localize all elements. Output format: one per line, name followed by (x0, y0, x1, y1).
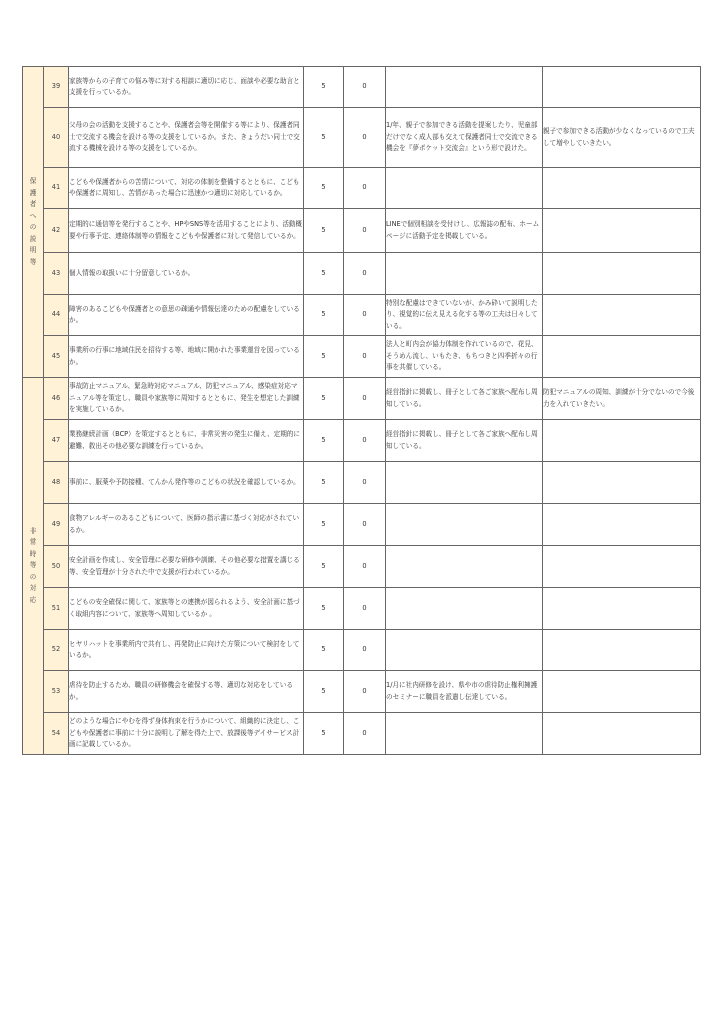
improvement-note: 防犯マニュアルの周知、訓練が十分でないので今後力を入れていきたい。 (543, 378, 701, 420)
no-count: 0 (344, 209, 386, 253)
question-text: ヒヤリハットを事業所内で共有し、再発防止に向けた方策について検討をしているか。 (69, 630, 304, 671)
item-number: 42 (44, 209, 69, 253)
staff-note: 特別な配慮はできていないが、かみ砕いて説明したり、視覚的に伝え見える化する等の工夫は日々している。 (386, 295, 543, 336)
staff-note: 経営指針に掲載し、冊子として各ご家族へ配布し周知している。 (386, 420, 543, 462)
yes-count: 5 (304, 67, 344, 108)
item-number: 51 (44, 588, 69, 630)
item-number: 44 (44, 295, 69, 336)
table-row (23, 462, 701, 504)
yes-count: 5 (304, 588, 344, 630)
question-text: 虐待を防止するため、職員の研修機会を確保する等、適切な対応をしているか。 (69, 671, 304, 713)
section-label-text: 非常時等の対応 (29, 526, 37, 604)
section-label (23, 378, 44, 755)
no-count: 0 (344, 504, 386, 546)
table-row (23, 546, 701, 588)
yes-count: 5 (304, 378, 344, 420)
item-number: 41 (44, 168, 69, 209)
staff-note: 1/月に社内研修を設け、県や市の虐待防止権利擁護のセミナーに職員を派遣し伝達している。 (386, 671, 543, 713)
improvement-note (543, 168, 701, 209)
item-number: 54 (44, 713, 69, 755)
table-row (23, 209, 701, 253)
yes-count: 5 (304, 336, 344, 378)
item-number: 49 (44, 504, 69, 546)
no-count: 0 (344, 295, 386, 336)
item-number: 52 (44, 630, 69, 671)
staff-note (386, 67, 543, 108)
improvement-note (543, 630, 701, 671)
improvement-note (543, 504, 701, 546)
staff-note (386, 588, 543, 630)
no-count: 0 (344, 378, 386, 420)
evaluation-table (22, 66, 701, 755)
staff-note (386, 462, 543, 504)
no-count: 0 (344, 108, 386, 168)
question-text: 障害のあるこどもや保護者との意思の疎通や情報伝達のための配慮をしているか。 (69, 295, 304, 336)
no-count: 0 (344, 588, 386, 630)
no-count: 0 (344, 546, 386, 588)
section-label-text: 保護者への説明等 (29, 177, 37, 266)
improvement-note (543, 67, 701, 108)
improvement-note: 親子で参加できる活動が少なくなっているので工夫して増やしていきたい。 (543, 108, 701, 168)
improvement-note (543, 462, 701, 504)
question-text: 父母の会の活動を支援することや、保護者会等を開催する等により、保護者同士で交流する機会を設ける等の支援をしているか。また、きょうだい同士で交流する機械を設ける等の支援をしているか。 (69, 108, 304, 168)
staff-note: 1/年、親子で参加できる活動を提案したり、児童部だけでなく成人部も交えて保護者同士で交流できる機会を『夢ポケット交流会』という形で設けた。 (386, 108, 543, 168)
section-label (23, 67, 44, 378)
staff-note (386, 504, 543, 546)
staff-note: LINEで個別相談を受付けし、広報誌の配布、ホームページに活動予定を掲載している。 (386, 209, 543, 253)
item-number: 46 (44, 378, 69, 420)
yes-count: 5 (304, 209, 344, 253)
yes-count: 5 (304, 504, 344, 546)
question-text: こどもの安全確保に関して、家族等との連携が図られるよう、安全計画に基づく取組内容について、家族等へ周知しているか 。 (69, 588, 304, 630)
item-number: 53 (44, 671, 69, 713)
staff-note (386, 168, 543, 209)
table-row (23, 168, 701, 209)
table-row (23, 108, 701, 168)
question-text: 家族等からの子育ての悩み等に対する相談に適切に応じ、面談や必要な助言と支援を行っているか。 (69, 67, 304, 108)
no-count: 0 (344, 630, 386, 671)
yes-count: 5 (304, 168, 344, 209)
yes-count: 5 (304, 546, 344, 588)
improvement-note (543, 713, 701, 755)
staff-note (386, 253, 543, 295)
item-number: 39 (44, 67, 69, 108)
question-text: こどもや保護者からの苦情について、対応の体制を整備するとともに、こどもや保護者に周知し、苦情があった場合に迅速かつ適切に対応しているか。 (69, 168, 304, 209)
yes-count: 5 (304, 253, 344, 295)
yes-count: 5 (304, 420, 344, 462)
staff-note (386, 630, 543, 671)
no-count: 0 (344, 420, 386, 462)
table-row (23, 336, 701, 378)
question-text: 個人情報の取扱いに十分留意しているか。 (69, 253, 304, 295)
improvement-note (543, 209, 701, 253)
question-text: 定期的に通信等を発行することや、HPやSNS等を活用することにより、活動概要や行事予定、連絡体制等の情報をこどもや保護者に対して発信しているか。 (69, 209, 304, 253)
question-text: 安全計画を作成し、安全管理に必要な研修や訓練、その他必要な措置を講じる等、安全管理が十分された中で支援が行われているか。 (69, 546, 304, 588)
table-row (23, 67, 701, 108)
improvement-note (543, 336, 701, 378)
table-row (23, 588, 701, 630)
no-count: 0 (344, 253, 386, 295)
question-text: 食物アレルギーのあるこどもについて、医師の指示書に基づく対応がされているか。 (69, 504, 304, 546)
staff-note (386, 546, 543, 588)
no-count: 0 (344, 67, 386, 108)
no-count: 0 (344, 462, 386, 504)
table-row (23, 295, 701, 336)
staff-note (386, 713, 543, 755)
yes-count: 5 (304, 671, 344, 713)
item-number: 45 (44, 336, 69, 378)
item-number: 48 (44, 462, 69, 504)
yes-count: 5 (304, 713, 344, 755)
yes-count: 5 (304, 462, 344, 504)
question-text: 事業所の行事に地域住民を招待する等、地域に開かれた事業運営を図っているか。 (69, 336, 304, 378)
yes-count: 5 (304, 108, 344, 168)
yes-count: 5 (304, 630, 344, 671)
question-text: どのような場合にやむを得ず身体拘束を行うかについて、組織的に決定し、こどもや保護者に事前に十分に説明し了解を得た上で、放課後等デイサービス計画に記載しているか。 (69, 713, 304, 755)
table-row (23, 504, 701, 546)
improvement-note (543, 253, 701, 295)
improvement-note (543, 295, 701, 336)
improvement-note (543, 671, 701, 713)
table-row (23, 378, 701, 420)
staff-note: 法人と町内会が協力体制を作れているので、花見、そうめん流し、いもたき、もちつきと四季折々の行事を共催している。 (386, 336, 543, 378)
table-row (23, 420, 701, 462)
question-text: 事故防止マニュアル、緊急時対応マニュアル、防犯マニュアル、感染症対応マニュアル等を策定し、職員や家族等に周知するとともに、発生を想定した訓練を実施しているか。 (69, 378, 304, 420)
table-row (23, 713, 701, 755)
improvement-note (543, 420, 701, 462)
yes-count: 5 (304, 295, 344, 336)
no-count: 0 (344, 671, 386, 713)
question-text: 事前に、服薬や予防接種、てんかん発作等のこどもの状況を確認しているか。 (69, 462, 304, 504)
no-count: 0 (344, 168, 386, 209)
table-row (23, 630, 701, 671)
item-number: 50 (44, 546, 69, 588)
table-row (23, 671, 701, 713)
no-count: 0 (344, 713, 386, 755)
improvement-note (543, 546, 701, 588)
item-number: 43 (44, 253, 69, 295)
item-number: 47 (44, 420, 69, 462)
table-row (23, 253, 701, 295)
item-number: 40 (44, 108, 69, 168)
improvement-note (543, 588, 701, 630)
staff-note: 経営指針に掲載し、冊子として各ご家族へ配布し周知している。 (386, 378, 543, 420)
question-text: 業務継続計画（BCP）を策定するとともに、非常災害の発生に備え、定期的に避難、救出その他必要な訓練を行っているか。 (69, 420, 304, 462)
no-count: 0 (344, 336, 386, 378)
